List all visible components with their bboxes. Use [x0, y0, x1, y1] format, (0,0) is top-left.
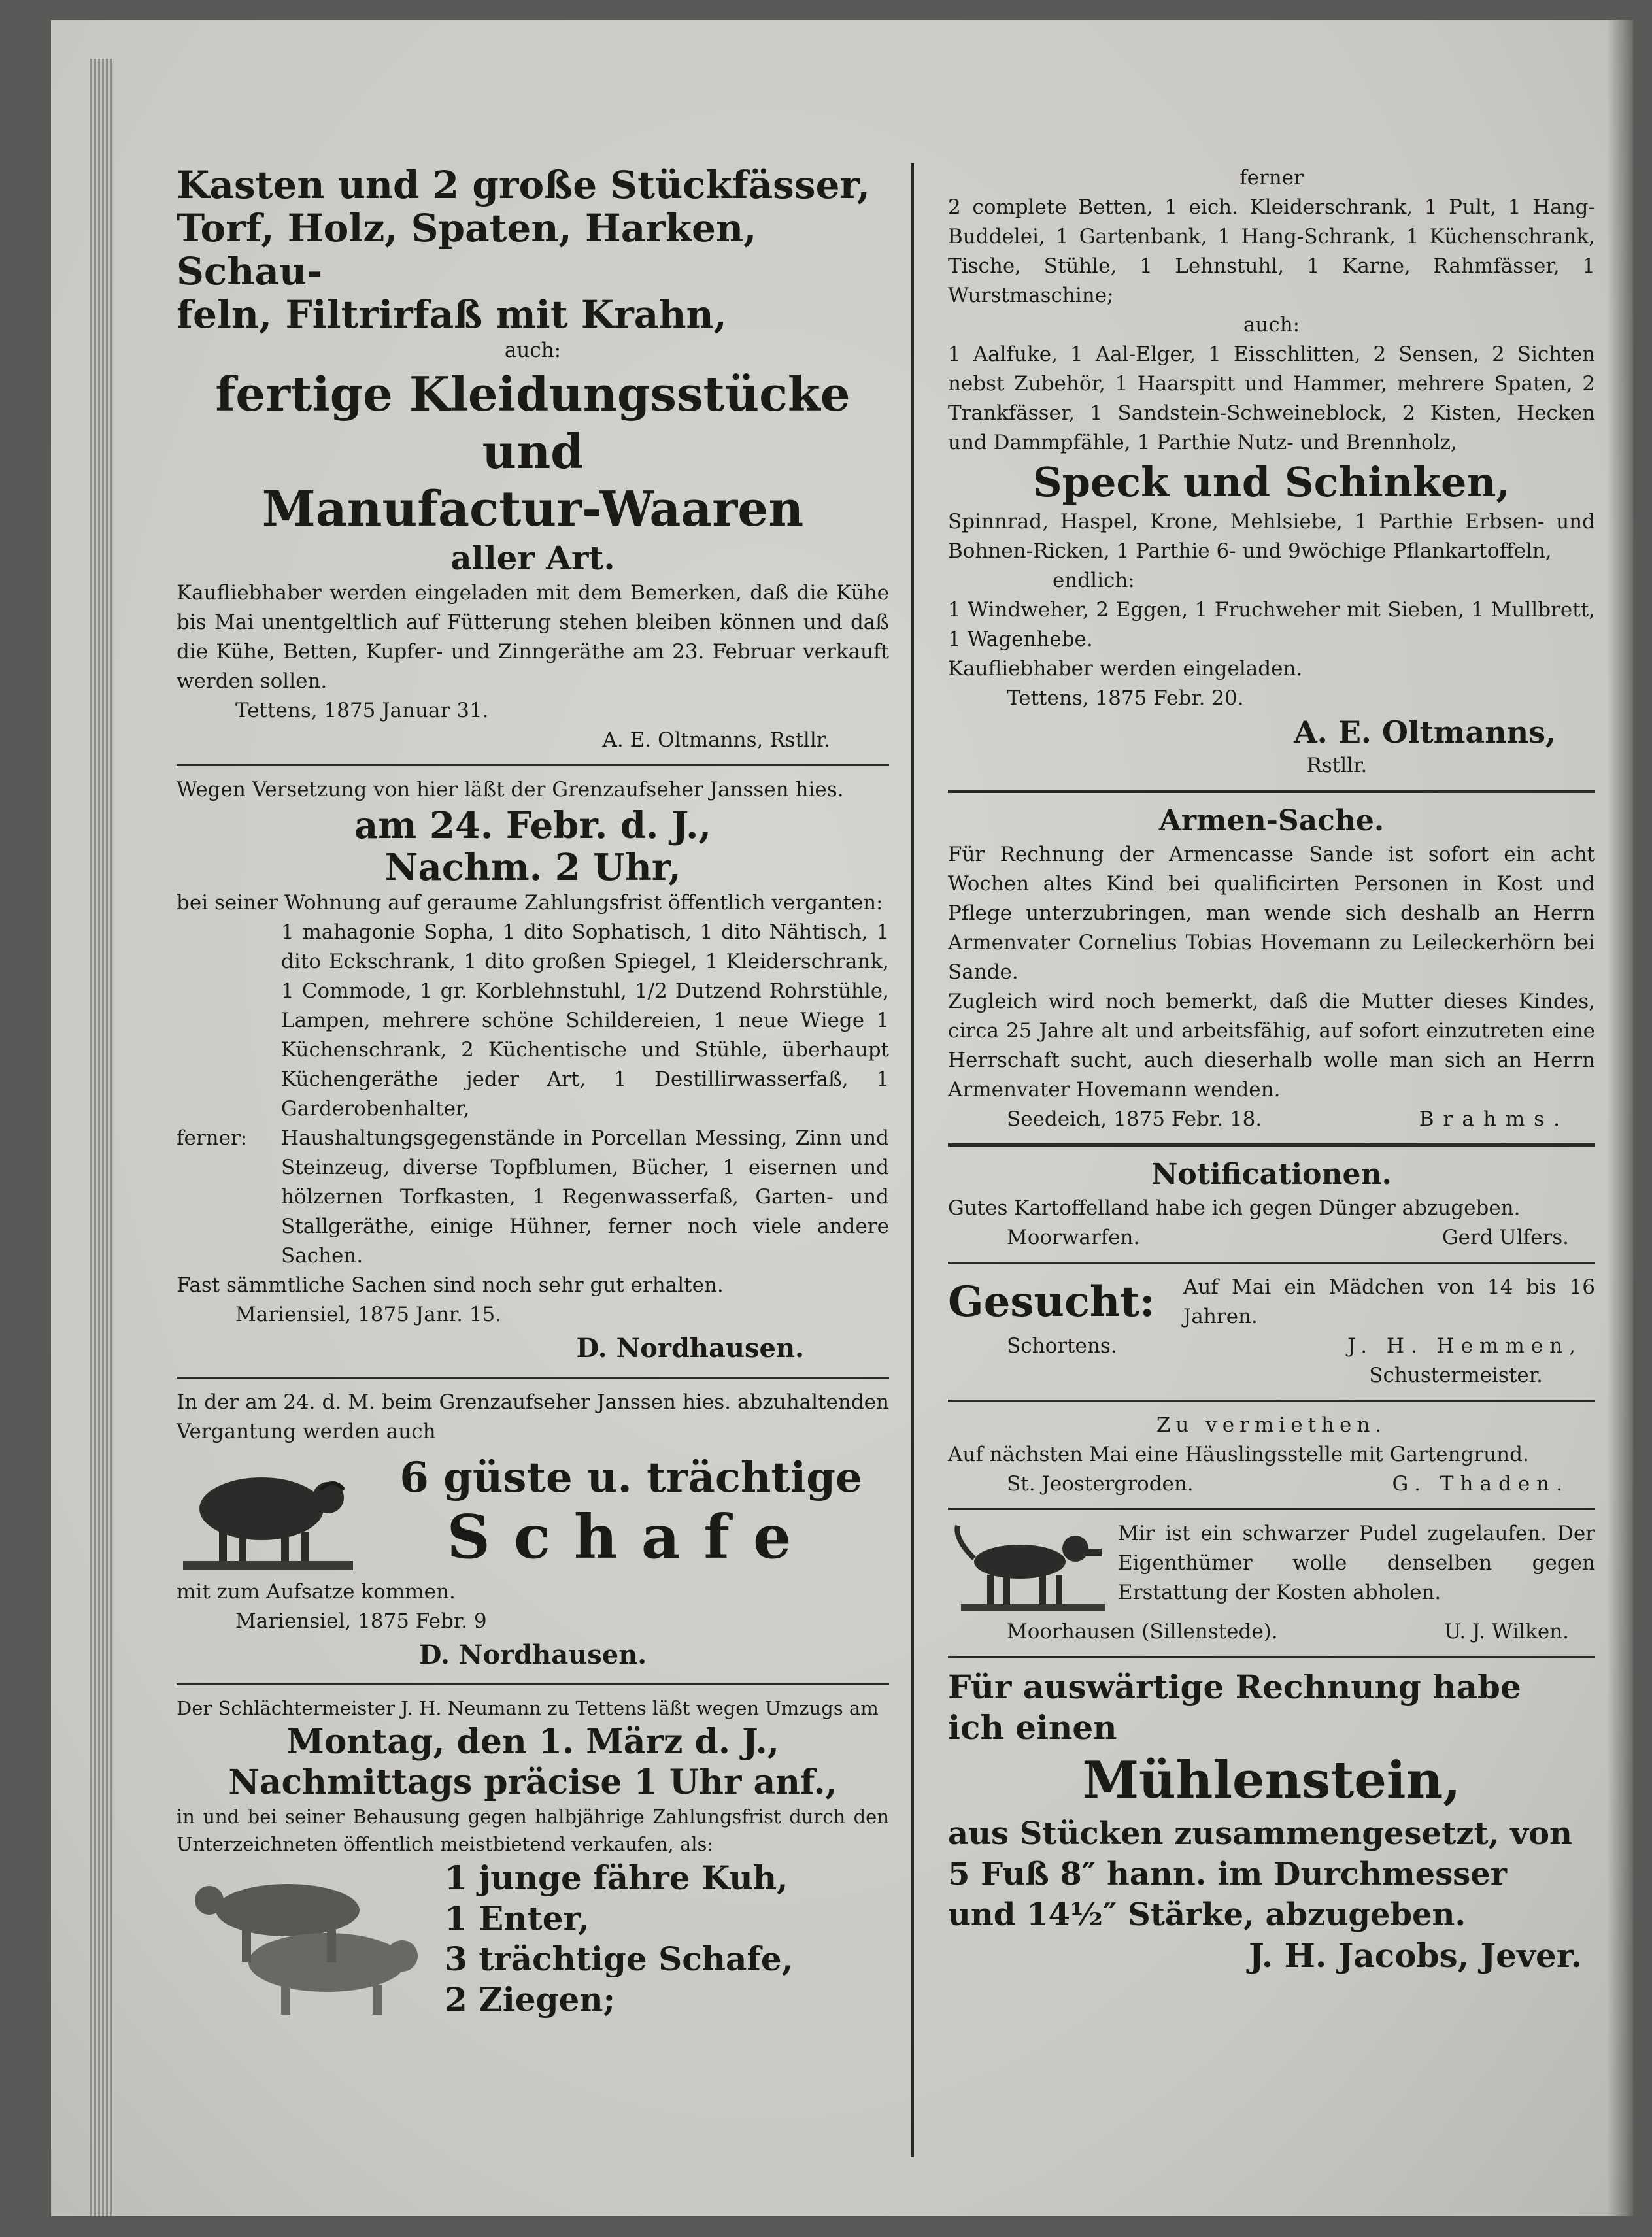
ad-body: Kaufliebhaber werden eingeladen mit dem Bemerken, daß die Kühe bis Mai unentgeltlich auf Fütterung stehen bleiben können und daß die Kühe, Betten, Kupfer- und Zinngeräthe am 23. Februar verkauft werden sollen.: [177, 581, 889, 693]
ferner-label: ferner:: [177, 1126, 248, 1150]
ad-body: in und bei seiner Behausung gegen halbjährige Zahlungsfrist durch den Unterzeichneten öffentlich meistbietend verkaufen, als:: [177, 1806, 889, 1855]
ad-line: aus Stücken zusammengesetzt, von: [948, 1815, 1572, 1852]
sheep-icon: [177, 1447, 366, 1577]
ad-signature-title: Schustermeister.: [1369, 1364, 1543, 1387]
ad-body: Gutes Kartoffelland habe ich gegen Dünger abzugeben.: [948, 1196, 1521, 1220]
section-heading: Notificationen.: [1151, 1158, 1392, 1191]
ad-date: Mariensiel, 1875 Febr. 9: [235, 1609, 487, 1633]
item-list: 2 complete Betten, 1 eich. Kleiderschrank, 1 Pult, 1 Hang-Buddelei, 1 Gartenbank, 1 Hang-Schrank, 1 Küchenschrank, Tische, Stühle, 1 Lehnstuhl, 1 Karne, Rahmfässer, 1 Wurstmaschine;: [948, 195, 1595, 307]
ad-closing: Fast sämmtliche Sachen sind noch sehr gut erhalten.: [177, 1273, 724, 1297]
ad-signature: D. Nordhausen.: [418, 1640, 647, 1670]
headline-schafe: Schafe: [447, 1502, 815, 1572]
section-heading: Armen-Sache.: [1158, 804, 1385, 837]
headline-sheep-count: 6 güste u. trächtige: [399, 1453, 862, 1502]
ad-sheep: [177, 1388, 889, 1674]
gutter-shadow: [1607, 20, 1633, 2216]
ad-auction-tettens-part2: [177, 163, 889, 755]
auch-label: auch:: [504, 339, 562, 362]
item-list: 1 Aalfuke, 1 Aal-Elger, 1 Eisschlitten, 2 Sensen, 2 Sichten nebst Zubehör, 1 Haarspitt und Hammer, mehrere Spaten, 2 Trankfässer, 1 Sandstein-Schweineblock, 2 Kisten, Hecken und Dammpfähle, 1 Parthie Nutz- und Brennholz,: [948, 343, 1595, 454]
dog-icon: [948, 1519, 1111, 1617]
ad-intro: Der Schlächtermeister J. H. Neumann zu Tettens läßt wegen Umzugs am: [177, 1697, 879, 1719]
section-heading: Zu vermiethen.: [1156, 1413, 1387, 1437]
ad-notificationen: [948, 1156, 1595, 1253]
item-list: 1 mahagonie Sopha, 1 dito Sophatisch, 1 dito Nähtisch, 1 dito Eckschrank, 1 dito großen Spiegel, 1 Kleiderschrank, 1 Commode, 1 gr. Korblehnstuhl, 1/2 Dutzend Rohrstühle, Lampen, mehrere schöne Schildereien, 1 neue Wiege 1 Küchenschrank, 2 Küchentische und Stühle, überhaupt Küchengeräthe jeder Art, 1 Destillirwasserfaß, 1 Garderobenhalter,: [281, 920, 889, 1120]
ad-signature: J. H. Hemmen,: [1347, 1334, 1582, 1358]
ad-signature: Gerd Ulfers.: [1441, 1226, 1569, 1249]
ad-line: Für auswärtige Rechnung habe: [948, 1668, 1521, 1706]
separator: [948, 790, 1595, 793]
left-column: [177, 163, 889, 2021]
ad-signature: U. J. Wilken.: [1444, 1620, 1569, 1643]
separator: [948, 1143, 1595, 1147]
ad-intro: Wegen Versetzung von hier läßt der Grenzaufseher Janssen hies.: [177, 778, 844, 801]
ad-zu-vermiethen: [948, 1411, 1595, 1499]
headline-clothing: fertige Kleidungsstücke und: [215, 366, 851, 479]
headline-manufactur: Manufactur-Waaren: [261, 481, 804, 537]
auction-date: am 24. Febr. d. J.,: [354, 804, 712, 847]
ad-gesucht: [948, 1273, 1595, 1390]
livestock-item: 1 Enter,: [445, 1899, 590, 1938]
ad-signature: D. Nordhausen.: [576, 1333, 804, 1364]
ad-line: feln, Filtrirfaß mit Krahn,: [177, 292, 727, 337]
ad-line: 5 Fuß 8″ hann. im Durchmesser: [948, 1856, 1508, 1892]
book-page-edges: [90, 59, 114, 2216]
dog-woodcut: [948, 1519, 1118, 1617]
ad-body: Zugleich wird noch bemerkt, daß die Mutter dieses Kindes, circa 25 Jahre alt und arbeitsfähig, auf sofort einzutreten eine Herrschaft sucht, auch dieserhalb wolle man sich an Herrn Armenvater Hovemann wenden.: [948, 990, 1595, 1102]
ad-signature: J. H. Jacobs, Jever.: [1249, 1936, 1582, 1975]
column-divider: [911, 163, 914, 2157]
ad-signature: A. E. Oltmanns, Rstllr.: [602, 728, 830, 752]
auction-time: Nachmittags präcise 1 Uhr anf.,: [228, 1762, 837, 1802]
headline-aller-art: aller Art.: [450, 539, 615, 577]
ad-armen-sache: [948, 802, 1595, 1134]
auction-time: Nachm. 2 Uhr,: [384, 846, 681, 889]
ad-outro: mit zum Aufsatze kommen.: [177, 1580, 456, 1604]
item-list: 1 Windweher, 2 Eggen, 1 Fruchweher mit Sieben, 1 Mullbrett, 1 Wagenhebe.: [948, 598, 1595, 651]
ad-place: Schortens.: [1007, 1334, 1117, 1358]
ad-neumann-auction: [177, 1694, 889, 2021]
ad-signature: Brahms.: [1419, 1107, 1569, 1131]
separator: [177, 1683, 889, 1685]
ad-line: Torf, Holz, Spaten, Harken, Schau-: [177, 206, 757, 294]
ad-body: Auf Mai ein Mädchen von 14 bis 16 Jahren.: [1183, 1275, 1595, 1328]
ad-date: Tettens, 1875 Febr. 20.: [1007, 686, 1244, 710]
separator: [177, 764, 889, 766]
ad-oltmanns-continued: [948, 163, 1595, 781]
headline-speck: Speck und Schinken,: [1032, 458, 1511, 506]
cattle-icon: [177, 1864, 438, 2021]
ad-signature: G. Thaden.: [1392, 1472, 1569, 1496]
endlich-label: endlich:: [1053, 569, 1135, 592]
auch-label: auch:: [1243, 313, 1300, 337]
headline-gesucht: Gesucht:: [948, 1277, 1155, 1326]
ad-body: bei seiner Wohnung auf geraume Zahlungsfrist öffentlich verganten:: [177, 891, 883, 915]
livestock-woodcut: [177, 1858, 445, 2021]
ad-signature-title: Rstllr.: [1306, 754, 1368, 777]
ad-pudel: [948, 1519, 1595, 1647]
headline-muehlenstein: Mühlenstein,: [1082, 1751, 1461, 1810]
separator: [948, 1656, 1595, 1658]
ad-line: ich einen: [948, 1708, 1117, 1747]
ad-intro: In der am 24. d. M. beim Grenzaufseher Janssen hies. abzuhaltenden Vergantung werden auch: [177, 1390, 889, 1443]
separator: [948, 1262, 1595, 1264]
ad-date: Seedeich, 1875 Febr. 18.: [1007, 1107, 1262, 1131]
ad-place: Moorwarfen.: [1007, 1226, 1140, 1249]
separator: [177, 1377, 889, 1379]
livestock-item: 1 junge fähre Kuh,: [445, 1859, 788, 1897]
ad-body: Auf nächsten Mai eine Häuslingsstelle mit Gartengrund.: [948, 1443, 1529, 1466]
separator: [948, 1400, 1595, 1402]
separator: [948, 1508, 1595, 1510]
sheep-woodcut: [177, 1447, 373, 1577]
ad-invite: Kaufliebhaber werden eingeladen.: [948, 657, 1303, 681]
ad-janssen-auction: [177, 775, 889, 1368]
ad-date: Mariensiel, 1875 Janr. 15.: [235, 1303, 502, 1326]
ad-line: und 14½″ Stärke, abzugeben.: [948, 1896, 1466, 1933]
ad-signature: A. E. Oltmanns,: [1294, 715, 1556, 750]
livestock-item: 3 trächtige Schafe,: [445, 1940, 794, 1978]
ad-line: Kasten und 2 große Stückfässer,: [177, 163, 870, 207]
auction-date: Montag, den 1. März d. J.,: [286, 1722, 779, 1762]
ad-date: Tettens, 1875 Januar 31.: [235, 699, 489, 722]
livestock-item: 2 Ziegen;: [445, 1980, 616, 2019]
ad-place: Moorhausen (Sillenstede).: [1007, 1620, 1278, 1643]
ferner-list: Haushaltungsgegenstände in Porcellan Messing, Zinn und Steinzeug, diverse Topfblumen, Bücher, 1 eisernen und hölzernen Torfkasten, 1 Regenwasserfaß, Garten- und Stallgeräthe, einige Hühner, ferner noch viele andere Sachen.: [281, 1126, 889, 1268]
ferner-label: ferner: [1239, 166, 1304, 190]
ad-muehlenstein: [948, 1667, 1595, 1977]
ad-place: St. Jeostergroden.: [1007, 1472, 1194, 1496]
ad-body: Für Rechnung der Armencasse Sande ist sofort ein acht Wochen altes Kind bei qualificirten Personen in Kost und Pflege unterzubringen, man wende sich deshalb an Herrn Armenvater Cornelius Tobias Hovemann zu Leileckerhörn bei Sande.: [948, 843, 1595, 984]
item-list: Spinnrad, Haspel, Krone, Mehlsiebe, 1 Parthie Erbsen- und Bohnen-Ricken, 1 Parthie 6- und 9wöchige Pflankartoffeln,: [948, 510, 1595, 563]
right-column: [948, 163, 1595, 1977]
ad-body: Mir ist ein schwarzer Pudel zugelaufen. Der Eigenthümer wolle denselben gegen Erstattung der Kosten abholen.: [1118, 1522, 1595, 1604]
